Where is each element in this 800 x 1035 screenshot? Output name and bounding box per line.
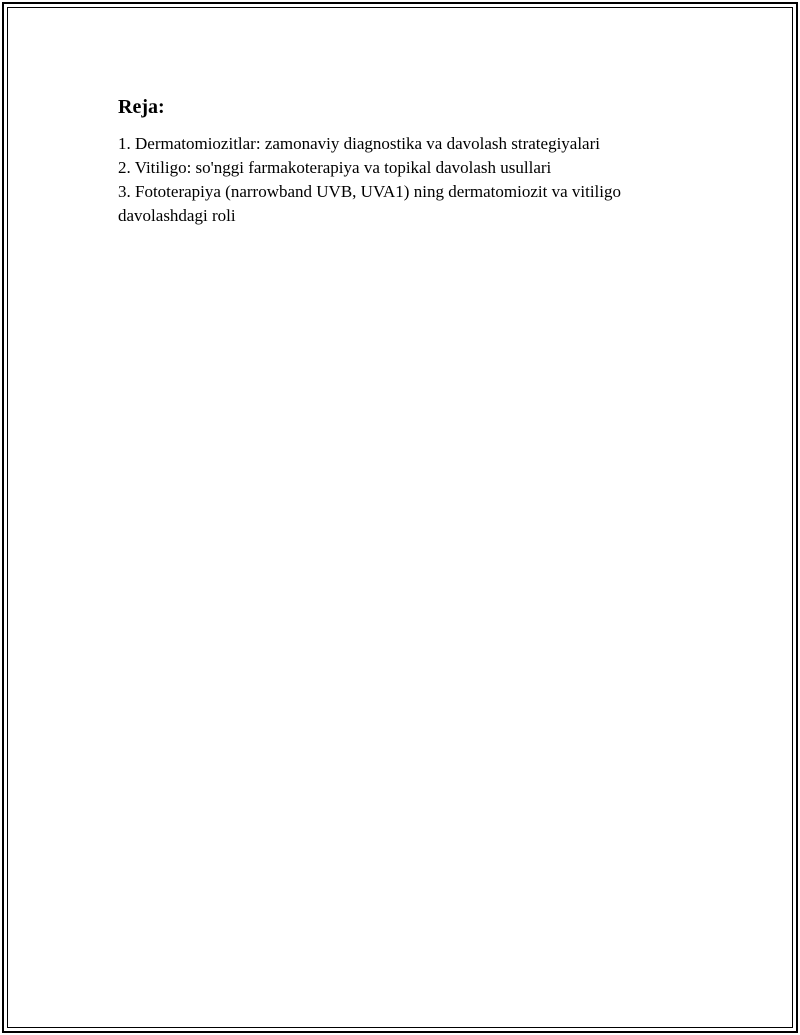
plan-heading: Reja: (118, 96, 165, 118)
page-content (118, 94, 698, 228)
plan-list (118, 132, 698, 228)
plan-item-1: 1. Dermatomiozitlar: zamonaviy diagnostika va davolash strategiyalari (118, 134, 600, 153)
plan-item-3: 3. Fototerapiya (narrowband UVB, UVA1) ning dermatomiozit va vitiligo davolashdagi roli (118, 182, 621, 225)
plan-item-2: 2. Vitiligo: so'nggi farmakoterapiya va topikal davolash usullari (118, 158, 552, 177)
